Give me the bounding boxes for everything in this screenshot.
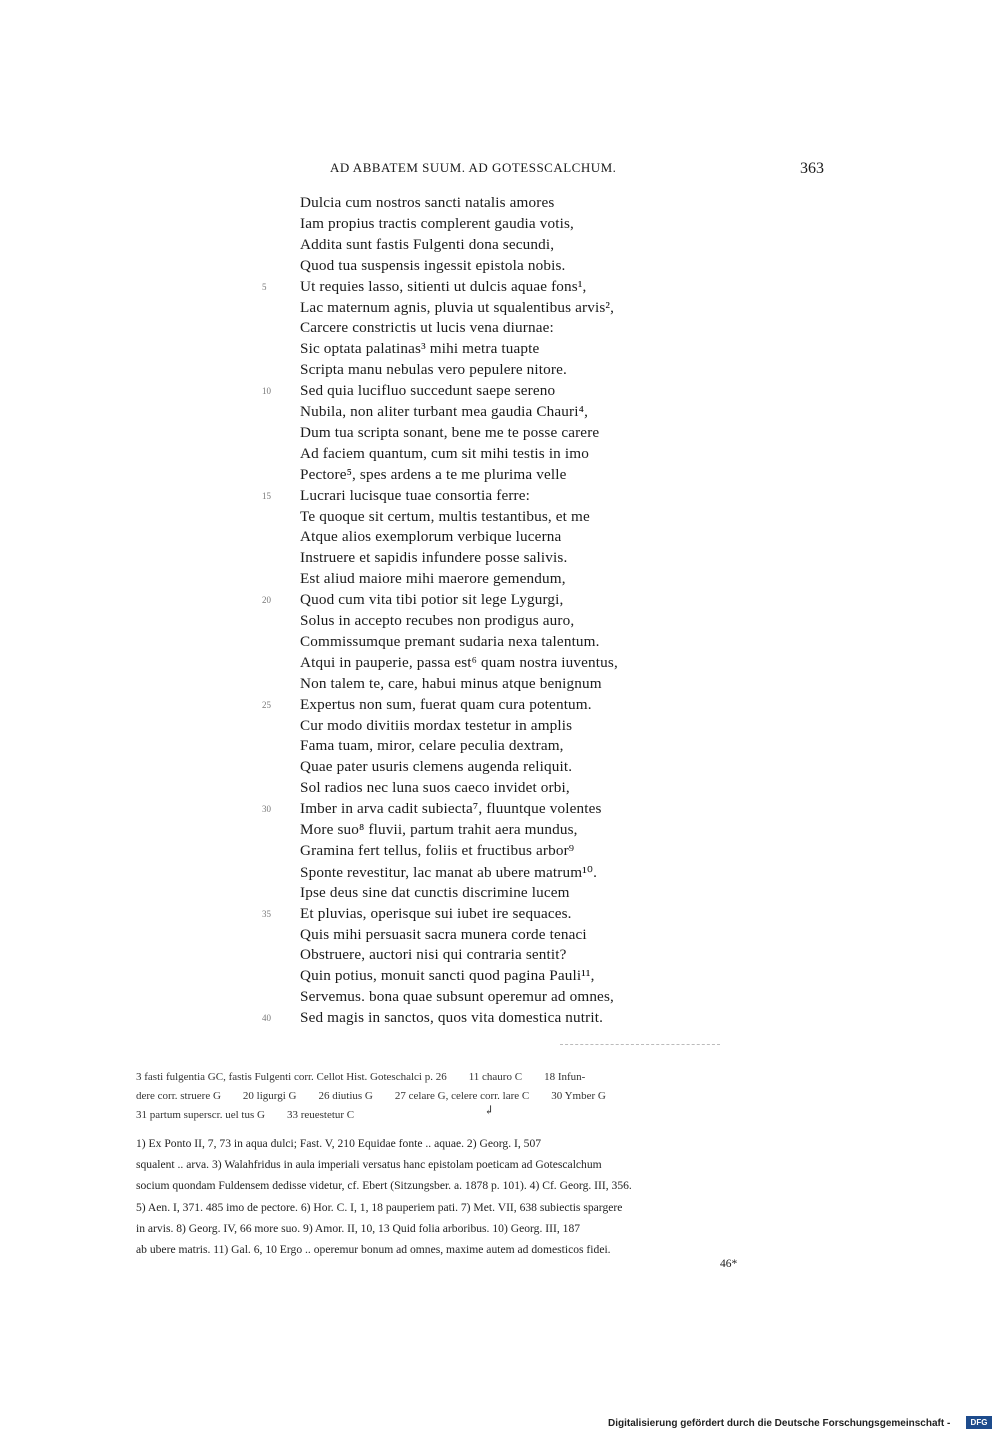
apparatus-entry: 18 Infun- <box>544 1071 586 1083</box>
apparatus-entry: 31 partum superscr. uel tus G <box>136 1109 265 1121</box>
footnote-separator <box>560 1044 720 1047</box>
poem-line: Atqui in pauperie, passa est⁶ quam nostra iuventus, <box>300 653 618 671</box>
footnote-line: socium quondam Fuldensem dedisse videtur, cf. Ebert (Sitzungsber. a. 1878 p. 101). 4) Cf. Georg. III, 356. <box>136 1179 632 1193</box>
poem-line: Quod cum vita tibi potior sit lege Lygurgi, <box>300 591 564 609</box>
critical-apparatus <box>136 1068 826 1125</box>
apparatus-row <box>136 1068 826 1087</box>
apparatus-row <box>136 1087 826 1106</box>
poem-line: Sponte revestitur, lac manat ab ubere matrum¹⁰. <box>300 863 598 881</box>
poem-line: Nubila, non aliter turbant mea gaudia Chauri⁴, <box>300 403 589 420</box>
poem-line: Fama tuam, miror, celare peculia dextram, <box>300 737 564 755</box>
poem-line: Et pluvias, operisque sui iubet ire sequaces. <box>300 904 572 922</box>
apparatus-entry: dere corr. struere G <box>136 1090 221 1102</box>
line-number: 40 <box>262 1013 271 1024</box>
poem-line: Lucrari lucisque tuae consortia ferre: <box>300 486 531 504</box>
apparatus-row <box>136 1106 826 1125</box>
poem-line: Non talem te, care, habui minus atque benignum <box>300 674 602 692</box>
page-number: 363 <box>800 160 824 177</box>
poem-line: Ut requies lasso, sitienti ut dulcis aquae fons¹, <box>300 277 587 295</box>
apparatus-entry: 33 reuestetur C <box>286 1109 355 1121</box>
footnote-line: ab ubere matris. 11) Gal. 6, 10 Ergo .. operemur bonum ad omnes, maxime autem ad domesticos fidei. <box>136 1243 611 1257</box>
apparatus-entry: 26 diutius G <box>318 1090 373 1102</box>
poem-line: Servemus. bona quae subsunt operemur ad omnes, <box>300 988 614 1006</box>
poem-line: Obstruere, auctori nisi qui contraria sentit? <box>300 946 567 964</box>
footnote-line: 1) Ex Ponto II, 7, 73 in aqua dulci; Fast. V, 210 Equidae fonte .. aquae. 2) Georg. I, 507 <box>136 1137 542 1150</box>
poem-line: Ad faciem quantum, cum sit mihi testis in imo <box>300 444 589 462</box>
apparatus-entry: 3 fasti fulgentia GC, fastis Fulgenti corr. Cellot Hist. Goteschalci p. 26 <box>136 1071 447 1083</box>
poem-line: Atque alios exemplorum verbique lucerna <box>300 528 562 546</box>
poem-line: Imber in arva cadit subiecta⁷, fluuntque volentes <box>300 800 602 818</box>
poem-line: Quin potius, monuit sancti quod pagina Pauli¹¹, <box>300 967 595 985</box>
poem-line: Quis mihi persuasit sacra munera corde tenaci <box>300 925 587 943</box>
poem-line: Commissumque premant sudaria nexa talentum. <box>300 632 600 650</box>
line-number: 35 <box>262 908 271 919</box>
poem-line: Solus in accepto recubes non prodigus auro, <box>300 612 575 629</box>
poem-line: Dulcia cum nostros sancti natalis amores <box>300 194 555 211</box>
running-title: AD ABBATEM SUUM. AD GOTESSCALCHUM. <box>330 160 617 175</box>
signature-mark: 46* <box>720 1258 738 1270</box>
line-number: 25 <box>262 699 271 710</box>
footnotes <box>136 1133 828 1260</box>
poem-line: Quae pater usuris clemens augenda reliquit. <box>300 758 573 776</box>
footnote-line: 5) Aen. I, 371. 485 imo de pectore. 6) Hor. C. I, 1, 18 pauperiem pati. 7) Met. VII, 638 subiectis spargere <box>136 1200 623 1214</box>
poem-line: Cur modo divitiis mordax testetur in amplis <box>300 716 573 734</box>
line-number: 30 <box>262 804 271 815</box>
poem-line: Gramina fert tellus, foliis et fructibus arbor⁹ <box>300 841 575 859</box>
poem-line: Addita sunt fastis Fulgenti dona secundi, <box>300 235 555 253</box>
line-number: 20 <box>262 595 271 606</box>
apparatus-entry: 20 ligurgi G <box>242 1090 297 1102</box>
poem-line: Est aliud maiore mihi maerore gemendum, <box>300 570 566 588</box>
poem-line: Carcere constrictis ut lucis vena diurnae: <box>300 319 554 337</box>
footnote-line: squalent .. arva. 3) Walahfridus in aula imperiali versatus hanc epistolam poeticam ad Gotescalchum <box>136 1158 602 1172</box>
poem-line: Lac maternum agnis, pluvia ut squalentibus arvis², <box>300 298 615 316</box>
poem-line: Pectore⁵, spes ardens a te me plurima velle <box>300 465 567 483</box>
digitization-credit: Digitalisierung gefördert durch die Deutsche Forschungsgemeinschaft - <box>608 1418 951 1429</box>
apparatus-entry: 11 chauro C <box>468 1071 523 1083</box>
poem-line: Sed quia lucifluo succedunt saepe sereno <box>300 382 556 400</box>
apparatus-entry: 27 celare G, celere corr. lare C <box>394 1090 530 1102</box>
poem-line: Te quoque sit certum, multis testantibus, et me <box>300 507 590 525</box>
apparatus-mark: ↲ <box>484 1103 495 1117</box>
poem-line: Ipse deus sine dat cunctis discrimine lucem <box>300 883 570 901</box>
line-number: 15 <box>262 490 271 501</box>
poem-line: Quod tua suspensis ingessit epistola nobis. <box>300 256 566 274</box>
footnote-line: in arvis. 8) Georg. IV, 66 more suo. 9) Amor. II, 10, 13 Quid folia arboribus. 10) Georg. III, 187 <box>136 1221 581 1235</box>
poem-line: Iam propius tractis complerent gaudia votis, <box>300 214 574 232</box>
dfg-logo[interactable]: DFG <box>966 1416 992 1429</box>
poem-line: Sed magis in sanctos, quos vita domestica nutrit. <box>300 1009 604 1027</box>
line-number: 10 <box>262 386 271 397</box>
poem-line: More suo⁸ fluvii, partum trahit aera mundus, <box>300 821 578 838</box>
apparatus-entry: 30 Ymber G <box>551 1090 606 1102</box>
poem-line: Expertus non sum, fuerat quam cura potentum. <box>300 695 592 713</box>
poem-line: Instruere et sapidis infundere posse salivis. <box>300 549 568 567</box>
poem-line: Sol radios nec luna suos caeco invidet orbi, <box>300 779 570 797</box>
line-number: 5 <box>262 281 267 292</box>
poem-line: Sic optata palatinas³ mihi metra tuapte <box>300 340 540 358</box>
poem-line: Dum tua scripta sonant, bene me te posse carere <box>300 423 600 441</box>
poem-line: Scripta manu nebulas vero pepulere nitore. <box>300 361 567 379</box>
